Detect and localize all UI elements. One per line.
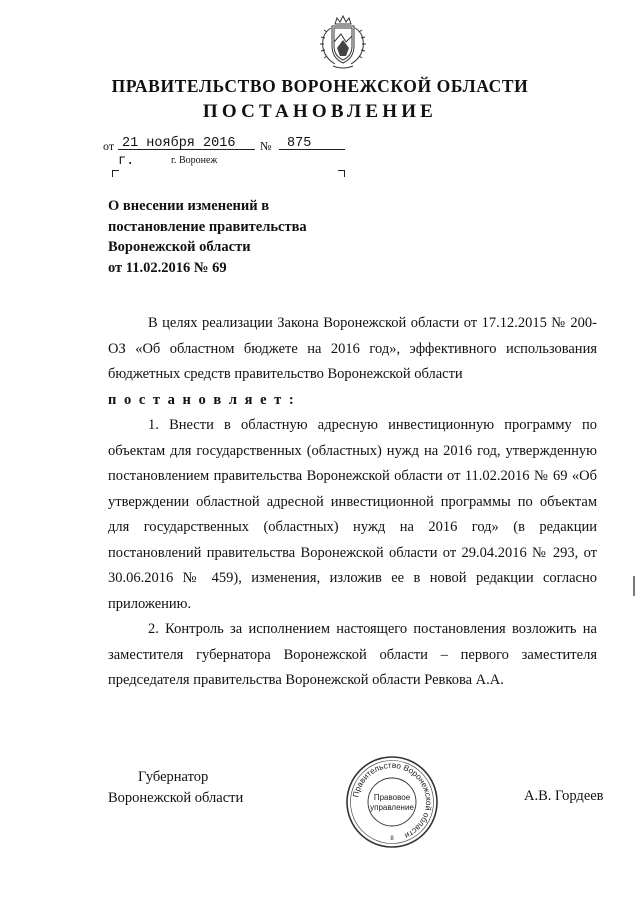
date-value: 21 ноября 2016 г. [118,136,236,169]
decree-word: п о с т а н о в л я е т : [108,391,296,408]
svg-text:управление: управление [370,803,414,812]
number-value: 875 [287,136,312,151]
position-line-2: Воронежской области [108,790,244,806]
document-body [108,311,597,694]
place-of-issue: г. Воронеж [171,155,218,166]
position-line-1: Губернатор [138,769,209,785]
number-label: № [260,139,272,153]
signatory-position [108,767,243,809]
official-stamp [344,754,440,850]
corner-mark-right [338,170,345,177]
subject-line: постановление правительства [108,218,307,235]
subject-line: Воронежской области [108,239,251,255]
subject-line: от 11.02.2016 № 69 [108,259,227,276]
svg-text:Правовое: Правовое [373,793,411,802]
signatory-name: А.В. Гордеев [524,788,604,804]
coat-of-arms-emblem [313,12,373,72]
subject-line: О внесении изменений в [108,198,270,214]
corner-mark-left [112,170,119,177]
page-edge-mark [633,576,635,596]
svg-text:8: 8 [390,836,394,842]
item-1-paragraph: 1. Внести в областную адресную инвестиционную программу по объектам для государственных (областных) нужд на 2016 год, утвержденную постановлением правительства Воронежской области от 11.02.2016 № 69 «Об утверждении областной адресной инвестиционной программы по объектам для государственных (областных) нужд на 2016 год» (в редакции постановлений правительства Воронежской области от 29.04.2016 № 293, от 30.06.2016 № 459), изменения, изложив ее в новой редакции согласно приложению. [108,417,597,612]
government-title: ПРАВИТЕЛЬСТВО ВОРОНЕЖСКОЙ ОБЛАСТИ [111,76,529,96]
document-subject [108,196,368,278]
document-type-title: ПОСТАНОВЛЕНИЕ [202,101,438,122]
svg-text:Правительство Воронежской обла: Правительство Воронежской области [351,760,434,841]
date-from-label: от [103,139,115,153]
number-field [279,133,345,150]
preamble-paragraph: В целях реализации Закона Воронежской области от 17.12.2015 № 200-ОЗ «Об областном бюджете на 2016 год», эффективного использования бюджетных средств правительство Воронежской области [108,315,597,382]
item-2-paragraph: 2. Контроль за исполнением настоящего постановления возложить на заместителя губернатора Воронежской области – первого заместителя председателя правительства Воронежской области Ревкова А.А. [108,621,597,688]
